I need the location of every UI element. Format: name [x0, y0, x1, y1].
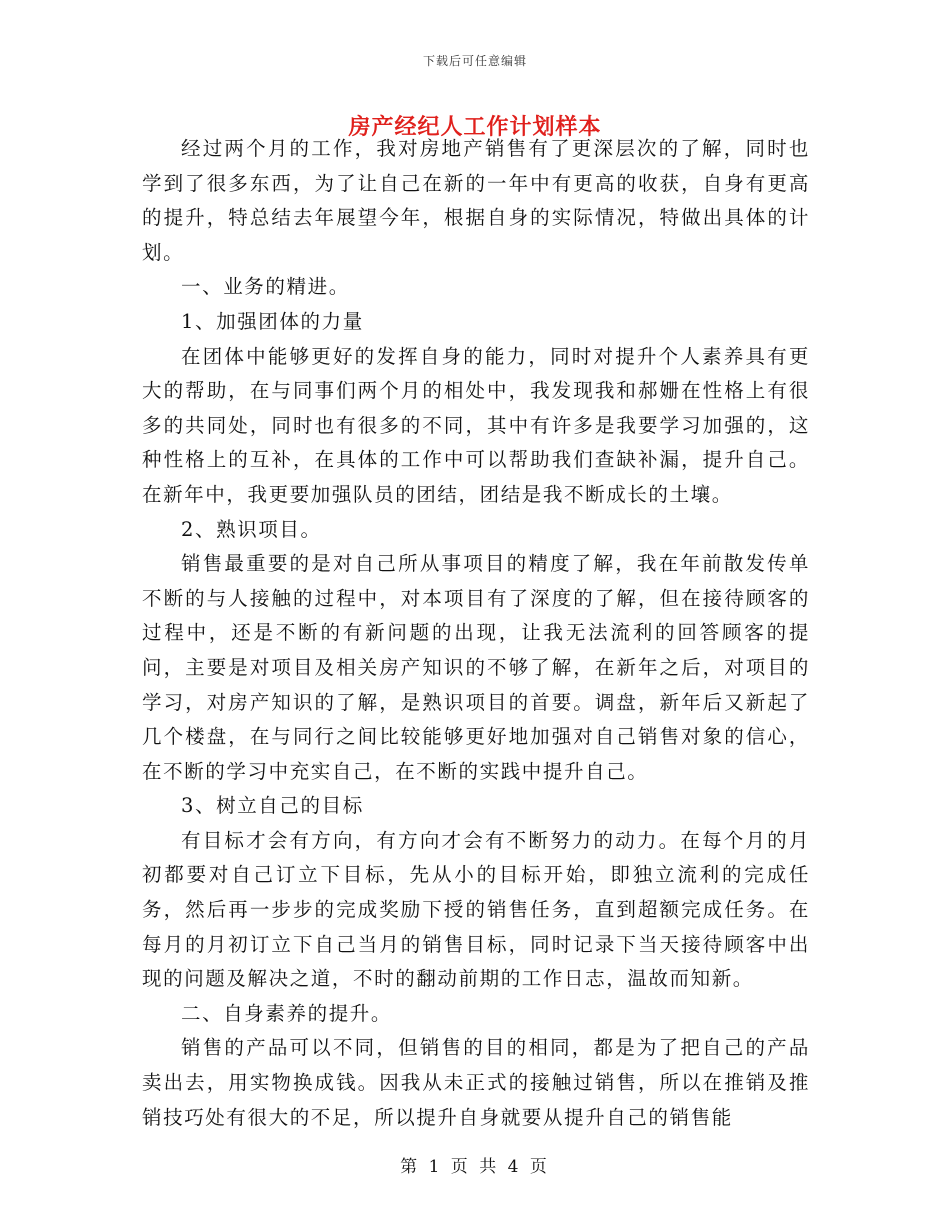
header-note: 下载后可任意编辑 [422, 54, 527, 68]
section-heading: 二、自身素养的提升。 [181, 1001, 393, 1025]
paragraph: 有目标才会有方向，有方向才会有不断努力的动力。在每个月的月初都要对自己订立下目标，先从小的目标开始，即独立流利的完成任务，然后再一步步的完成奖励下授的销售任务，直到超额完成任务。在每月的月初订立下自己当月的销售目标，同时记录下当天接待顾客中出现的问题及解决之道，不时的翻动前期的工作日志，温故而知新。 [142, 828, 810, 991]
paragraph: 经过两个月的工作，我对房地产销售有了更深层次的了解，同时也学到了很多东西，为了让自己在新的一年中有更高的收获，自身有更高的提升，特总结去年展望今年，根据自身的实际情况，特做出具体的计划。 [142, 137, 810, 264]
document-body [142, 132, 810, 1135]
section-heading: 一、业务的精进。 [181, 275, 350, 299]
subsection-heading: 3、树立自己的目标 [181, 794, 364, 818]
paragraph: 销售的产品可以不同，但销售的目的相同，都是为了把自己的产品卖出去，用实物换成钱。因我从未正式的接触过销售，所以在推销及推销技巧处有很大的不足，所以提升自身就要从提升自己的销售能 [142, 1036, 810, 1129]
document-title: 房产经纪人工作计划样本 [348, 114, 602, 140]
subsection-heading: 2、熟识项目。 [181, 517, 322, 541]
paragraph: 在团体中能够更好的发挥自身的能力，同时对提升个人素养具有更大的帮助，在与同事们两个月的相处中，我发现我和郝姗在性格上有很多的共同处，同时也有很多的不同，其中有许多是我要学习加强的，这种性格上的互补，在具体的工作中可以帮助我们查缺补漏，提升自己。在新年中，我更要加强队员的团结，团结是我不断成长的土壤。 [142, 344, 810, 506]
page-footer: 第 1 页 共 4 页 [400, 1157, 550, 1177]
subsection-heading: 1、加强团体的力量 [181, 309, 364, 333]
paragraph: 销售最重要的是对自己所从事项目的精度了解，我在年前散发传单不断的与人接触的过程中，对本项目有了深度的了解，但在接待顾客的过程中，还是不断的有新问题的出现，让我无法流利的回答顾客的提问，主要是对项目及相关房产知识的不够了解，在新年之后，对项目的学习，对房产知识的了解，是熟识项目的首要。调盘，新年后又新起了几个楼盘，在与同行之间比较能够更好地加强对自己销售对象的信心，在不断的学习中充实自己，在不断的实践中提升自己。 [142, 552, 810, 783]
